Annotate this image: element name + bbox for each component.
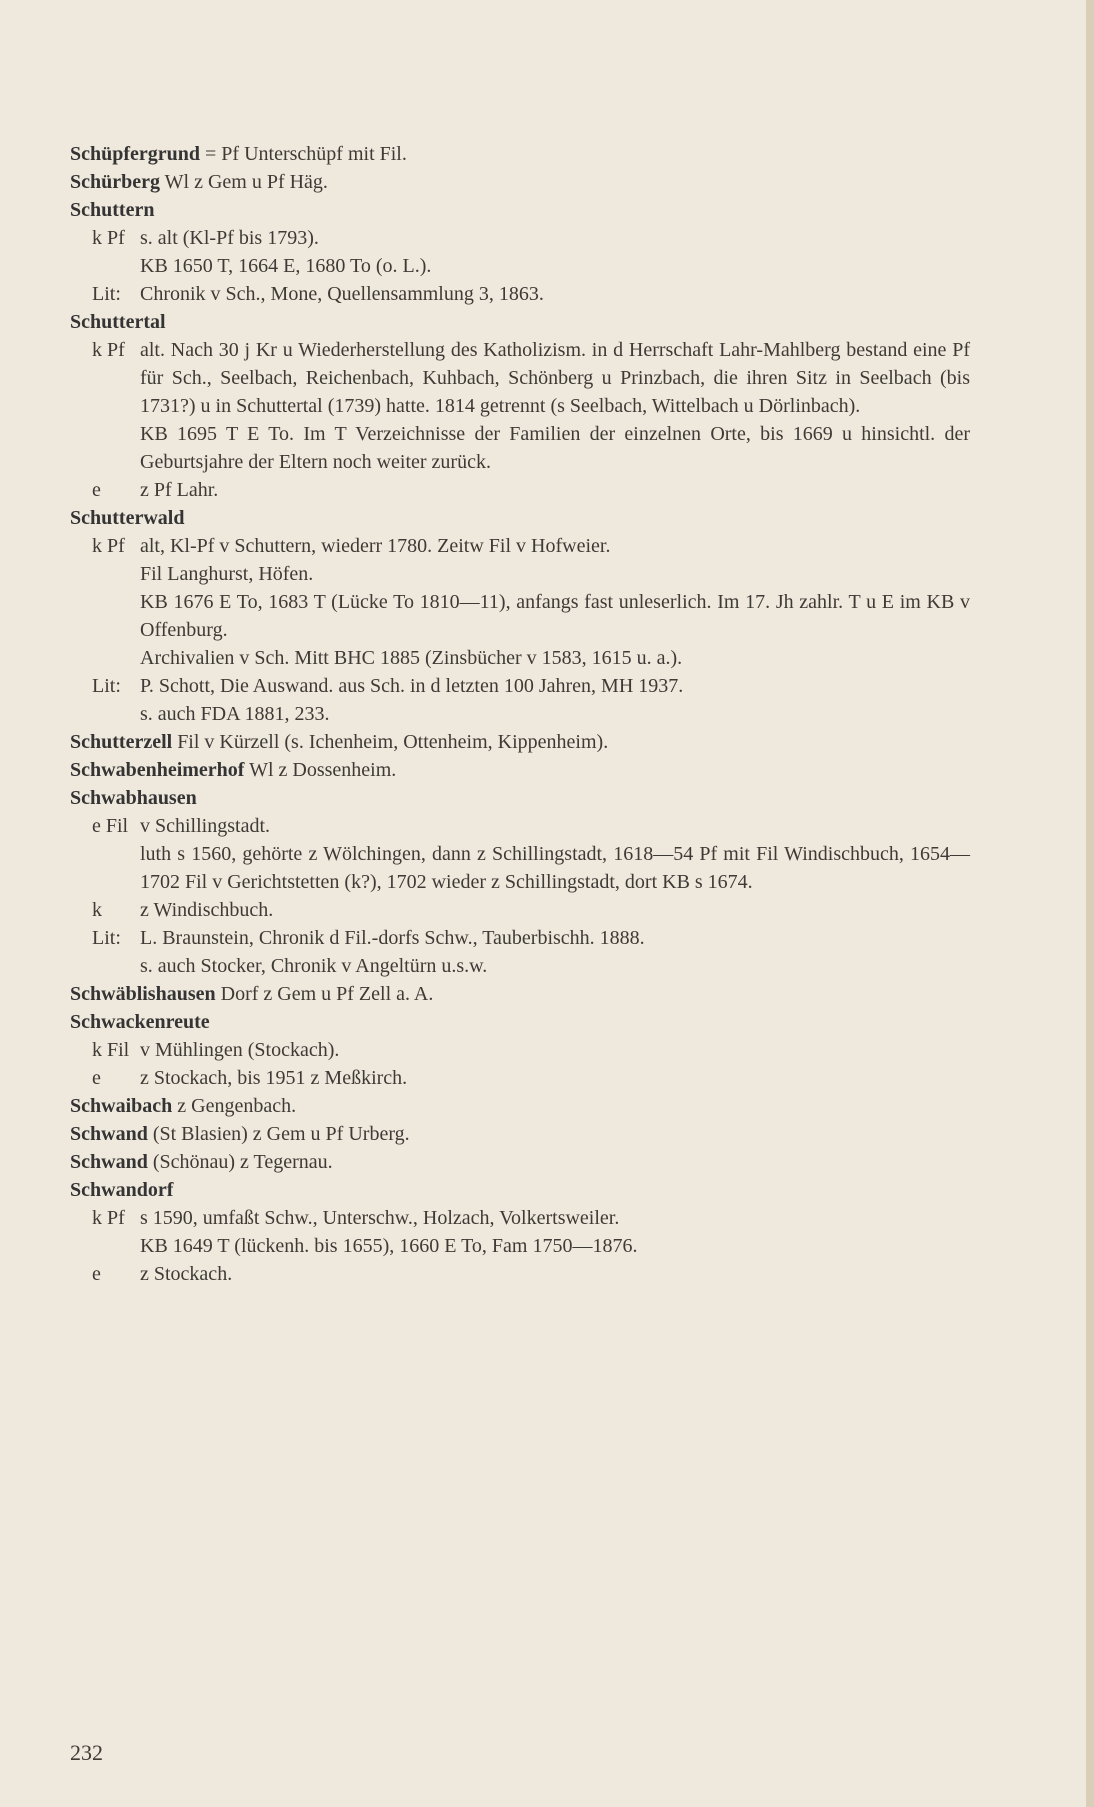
entry-heading <box>70 504 970 532</box>
entry-row <box>70 588 970 644</box>
entry-headword: Schutterzell <box>70 731 173 753</box>
entry <box>70 196 970 308</box>
row-text: v Mühlingen (Stockach). <box>140 1039 340 1061</box>
entry-headword: Schuttertal <box>70 311 166 333</box>
entry-row <box>70 840 970 896</box>
entry-row <box>70 672 970 700</box>
row-label: k Pf <box>92 1207 125 1229</box>
row-label <box>70 840 140 896</box>
row-text: s. alt (Kl-Pf bis 1793). <box>140 227 319 249</box>
entry-inline-text: (Schönau) z Tegernau. <box>147 1151 333 1173</box>
row-label: k <box>92 899 102 921</box>
entry-headword: Schwand <box>70 1123 148 1145</box>
row-label <box>70 420 140 476</box>
row-text: KB 1676 E To, 1683 T (Lücke To 1810—11), anfangs fast unleserlich. Im 17. Jh zahlr. T u E im KB v Offenburg. <box>140 591 970 641</box>
entry <box>70 140 970 168</box>
entry-row <box>70 336 970 420</box>
entry-heading <box>70 168 970 196</box>
entry-heading <box>70 1008 970 1036</box>
entry-row <box>70 532 970 560</box>
row-label <box>70 644 140 672</box>
entry-row <box>70 476 970 504</box>
entry <box>70 504 970 728</box>
entry-headword: Schwand <box>70 1151 148 1173</box>
row-label: Lit: <box>92 283 121 305</box>
entry-heading <box>70 196 970 224</box>
entry-headword: Schwaibach <box>70 1095 173 1117</box>
row-label: e <box>92 1067 101 1089</box>
entry <box>70 1176 970 1288</box>
entry-heading <box>70 1148 970 1176</box>
row-label <box>70 252 140 280</box>
entry-inline-text: Wl z Gem u Pf Häg. <box>160 171 328 193</box>
entry-row <box>70 924 970 952</box>
entry-heading <box>70 308 970 336</box>
page-body <box>70 140 970 1288</box>
row-text: alt. Nach 30 j Kr u Wiederherstellung des Katholizism. in d Herrschaft Lahr-Mahlberg bestand eine Pf für Sch., Seelbach, Reichenbach, Kuhbach, Schönberg u Prinzbach, die ihren Sitz in Seelbach (bis 1731?) u in Schuttertal (1739) hatte. 1814 getrennt (s Seelbach, Wittelbach u Dörlinbach). <box>140 339 970 417</box>
row-text: z Windischbuch. <box>140 899 274 921</box>
entry-row <box>70 700 970 728</box>
entry-heading <box>70 1176 970 1204</box>
row-label: e <box>92 1263 101 1285</box>
row-text: s. auch FDA 1881, 233. <box>140 703 330 725</box>
row-text: alt, Kl-Pf v Schuttern, wiederr 1780. Zeitw Fil v Hofweier. <box>140 535 611 557</box>
entry-heading <box>70 140 970 168</box>
row-text: KB 1649 T (lückenh. bis 1655), 1660 E To, Fam 1750—1876. <box>140 1235 638 1257</box>
row-label: e Fil <box>92 815 129 837</box>
row-label: Lit: <box>92 675 121 697</box>
row-text: L. Braunstein, Chronik d Fil.-dorfs Schw., Tauberbischh. 1888. <box>140 927 645 949</box>
entry-headword: Schwabhausen <box>70 787 197 809</box>
entry-inline-text: Fil v Kürzell (s. Ichenheim, Ottenheim, Kippenheim). <box>172 731 609 753</box>
row-text: z Pf Lahr. <box>140 479 219 501</box>
row-text: v Schillingstadt. <box>140 815 270 837</box>
entry-heading <box>70 1120 970 1148</box>
entry <box>70 1008 970 1092</box>
entry-headword: Schwabenheimerhof <box>70 759 245 781</box>
entry-heading <box>70 756 970 784</box>
entry-row <box>70 1064 970 1092</box>
entry-heading <box>70 980 970 1008</box>
entry <box>70 980 970 1008</box>
row-label <box>70 588 140 644</box>
entry <box>70 728 970 756</box>
row-label: k Pf <box>92 227 125 249</box>
page-number: 232 <box>70 1740 103 1765</box>
entry-row <box>70 896 970 924</box>
entry-row <box>70 1260 970 1288</box>
entry-inline-text: Wl z Dossenheim. <box>244 759 397 781</box>
entry-headword: Schüpfergrund <box>70 143 201 165</box>
entry-row <box>70 224 970 252</box>
entry <box>70 1148 970 1176</box>
entry-row <box>70 252 970 280</box>
entry-row <box>70 1036 970 1064</box>
entry <box>70 308 970 504</box>
row-label: k Fil <box>92 1039 130 1061</box>
entry-row <box>70 280 970 308</box>
entry-headword: Schürberg <box>70 171 160 193</box>
entry-row <box>70 560 970 588</box>
row-label <box>70 952 140 980</box>
row-text: Archivalien v Sch. Mitt BHC 1885 (Zinsbücher v 1583, 1615 u. a.). <box>140 647 683 669</box>
row-label <box>70 560 140 588</box>
entry-headword: Schwackenreute <box>70 1011 210 1033</box>
page-edge <box>1086 0 1094 1807</box>
row-text: s. auch Stocker, Chronik v Angeltürn u.s.w. <box>140 955 488 977</box>
entry-headword: Schuttern <box>70 199 155 221</box>
entry-headword: Schutterwald <box>70 507 185 529</box>
entry-row <box>70 420 970 476</box>
entry-row <box>70 1232 970 1260</box>
row-text: z Stockach. <box>140 1263 233 1285</box>
row-label <box>70 700 140 728</box>
entry-heading <box>70 728 970 756</box>
entry-headword: Schwäblishausen <box>70 983 216 1005</box>
entry-row <box>70 952 970 980</box>
entry <box>70 1120 970 1148</box>
row-text: Fil Langhurst, Höfen. <box>140 563 314 585</box>
entry-inline-text: (St Blasien) z Gem u Pf Urberg. <box>147 1123 410 1145</box>
row-text: KB 1695 T E To. Im T Verzeichnisse der Familien der einzelnen Orte, bis 1669 u hinsichtl. der Geburtsjahre der Eltern noch weiter zurück. <box>140 423 970 473</box>
row-text: Chronik v Sch., Mone, Quellensammlung 3, 1863. <box>140 283 544 305</box>
entry-headword: Schwandorf <box>70 1179 174 1201</box>
entry-row <box>70 812 970 840</box>
entry-row <box>70 1204 970 1232</box>
entry-inline-text: = Pf Unterschüpf mit Fil. <box>200 143 407 165</box>
row-label: e <box>92 479 101 501</box>
row-text: z Stockach, bis 1951 z Meßkirch. <box>140 1067 408 1089</box>
entry <box>70 168 970 196</box>
row-text: s 1590, umfaßt Schw., Unterschw., Holzach, Volkertsweiler. <box>140 1207 620 1229</box>
row-label: Lit: <box>92 927 121 949</box>
entry <box>70 1092 970 1120</box>
entry <box>70 756 970 784</box>
entry-inline-text: z Gengenbach. <box>172 1095 297 1117</box>
row-label <box>70 1232 140 1260</box>
row-label: k Pf <box>92 535 125 557</box>
row-text: KB 1650 T, 1664 E, 1680 To (o. L.). <box>140 255 432 277</box>
entry-heading <box>70 1092 970 1120</box>
entry-inline-text: Dorf z Gem u Pf Zell a. A. <box>215 983 434 1005</box>
entry-row <box>70 644 970 672</box>
entry <box>70 784 970 980</box>
row-text: luth s 1560, gehörte z Wölchingen, dann z Schillingstadt, 1618—54 Pf mit Fil Windischbuch, 1654—1702 Fil v Gerichtstetten (k?), 1702 wieder z Schillingstadt, dort KB s 1674. <box>140 843 970 893</box>
entry-heading <box>70 784 970 812</box>
row-text: P. Schott, Die Auswand. aus Sch. in d letzten 100 Jahren, MH 1937. <box>140 675 684 697</box>
row-label: k Pf <box>92 339 125 361</box>
